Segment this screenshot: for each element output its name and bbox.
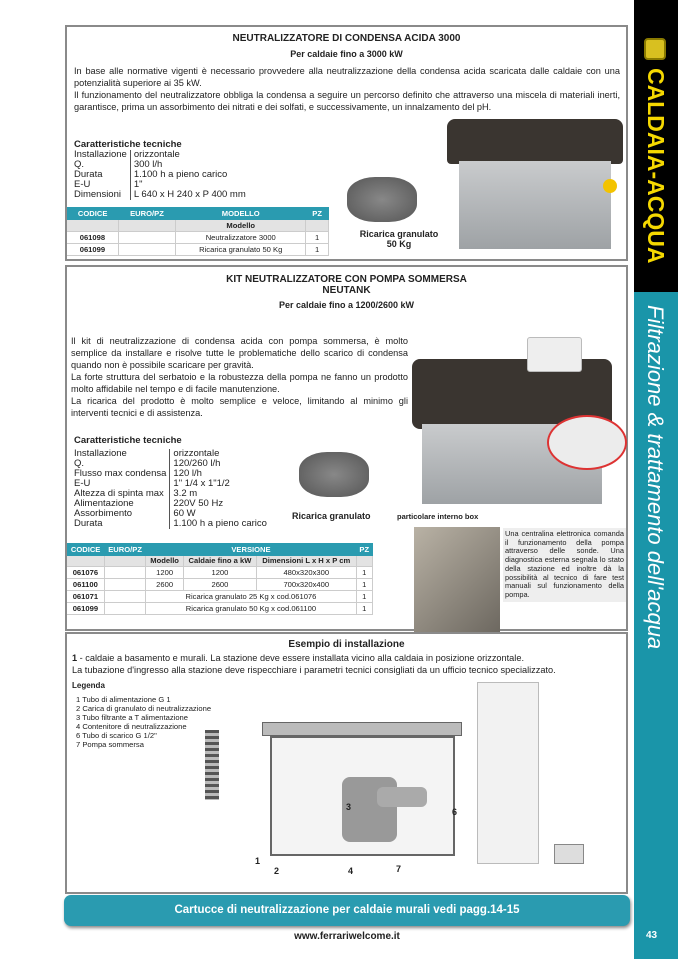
description-2: Il funzionamento del neutralizzatore obbliga la condensa a seguire un percorso definito che attraverso una miscela di materiali inerti, garantisce, prima un assorbimento dei nitrati e dei solfati, e successivamente, un innalzamento del pH. (74, 90, 620, 112)
specs (74, 435, 270, 529)
page-number: 43 (646, 930, 658, 941)
interior-caption: particolare interno box (397, 512, 479, 521)
product-title: NEUTRALIZZATORE DI CONDENSA ACIDA 3000 (232, 33, 461, 44)
product-neutralizzatore-3000 (65, 25, 628, 261)
installation-line-1: 1 - caldaie a basamento e murali. La stazione deve essere installata vicino alla caldaia in posizione orizzontale. (72, 653, 524, 663)
sidebar-header (634, 0, 678, 292)
controller-note: Una centralina elettronica comanda il funzionamento della pompa attraverso delle sonde. Una diagnostica esterna segnala lo stato della stazione ed inoltre dà la possibilità al tecnico di fare test manuali sul funzionamento della pompa. (503, 528, 626, 602)
table-row: 061076 1200 1200 480x320x300 1 (67, 567, 373, 579)
spec-value: 1" (130, 180, 248, 190)
filter-tube (205, 730, 219, 800)
spec-label: Q. (74, 159, 85, 170)
product-neutank (65, 265, 628, 631)
spec-label: Dimensioni (74, 189, 121, 200)
diagram-label-3: 3 (346, 802, 352, 812)
description-2: La forte struttura del serbatoio e la robustezza della pompa ne fanno un prodotto molto affidabile nel tempo e di facile manutenzione. (71, 372, 408, 394)
cross-reference-banner: Cartucce di neutralizzazione per caldaie murali vedi pagg.14-15 (64, 895, 630, 926)
control-box (554, 844, 584, 864)
granulate-image (347, 177, 417, 222)
spec-value: L 640 x H 240 x P 400 mm (130, 190, 248, 200)
spec-value: 300 l/h (130, 160, 248, 170)
boiler-image (477, 682, 539, 864)
col-euro: EURO/PZ (118, 207, 175, 220)
section-subtitle: Filtrazione & trattamento dell'acqua (643, 305, 668, 650)
col-codice: CODICE (67, 207, 118, 220)
spec-label: Durata (74, 169, 103, 180)
specs-table (74, 150, 249, 200)
controller-zoom-image (547, 415, 627, 470)
table-row: 061099 Ricarica granulato 50 Kg x cod.061100 1 (67, 603, 373, 615)
specs-table: Installazione orizzontale Q. 120/260 l/h Flusso max condensa 120 l/h E-U 1" 1/4 x 1"1/2 Altezza di spinta max 3.2 m Alimentazione 220V 50 Hz Assorbimento 60 W Durata 1.100 h a pieno carico (74, 449, 270, 529)
product-title-2: NEUTANK (322, 285, 371, 296)
legend-title: Legenda (72, 681, 105, 690)
specs-title: Caratteristiche tecniche (74, 435, 182, 446)
spec-value: 1.100 h a pieno carico (130, 170, 248, 180)
diagram-label-1: 1 (255, 856, 261, 866)
spec-label: E-U (74, 179, 91, 190)
subheader: Modello (176, 220, 306, 232)
diagram-label-4: 4 (348, 866, 354, 876)
footer-url[interactable]: www.ferrariwelcome.it (294, 931, 400, 942)
col-pz: PZ (306, 207, 329, 220)
diagram-label-7: 7 (396, 864, 402, 874)
product-title: KIT NEUTRALIZZATORE CON POMPA SOMMERSA (226, 274, 467, 285)
description-1: In base alle normative vigenti è necessario provvedere alla neutralizzazione della condensa acida scaricata dalle caldaie con una potenzialità superiore ai 35 kW. (74, 66, 620, 88)
installation-example (65, 632, 628, 894)
table-row: 061100 2600 2600 700x320x400 1 (67, 579, 373, 591)
category-label: CALDAIA-ACQUA (643, 68, 669, 264)
spec-value: orizzontale (130, 150, 248, 160)
table-row: 061071 Ricarica granulato 25 Kg x cod.061076 1 (67, 591, 373, 603)
boiler-icon (644, 38, 666, 60)
granulate-image (299, 452, 369, 497)
refill-caption: Ricarica granulato (292, 511, 371, 521)
installation-diagram (262, 722, 502, 872)
sidebar (634, 0, 678, 959)
col-modello: MODELLO (176, 207, 306, 220)
description-1: Il kit di neutralizzazione di condensa acida con pompa sommersa, è molto semplice da installare e risolve tutte le problematiche dello scarico di condensa quando non è possibile scaricare per gravità. (71, 336, 408, 370)
product-table: CODICE EURO/PZ VERSIONE PZ Modello Caldaie fino a kW Dimensioni L x H x P cm 061076 1200 1200 480x320x300 1 061100 2600 2600 700x320x400 1 061071 Ricarica granulato 25 Kg x cod.061076 1 061099 Ricarica granulato 50 Kg x cod.061100 1 (67, 543, 373, 615)
specs (74, 139, 249, 200)
diagram-label-6: 6 (452, 807, 458, 817)
product-subtitle: Per caldaie fino a 1200/2600 kW (278, 300, 415, 310)
installation-line-2: La tubazione d'ingresso alla stazione deve rispecchiare i parametri tecnici consigliati da un ufficio tecnico specializzato. (72, 665, 556, 675)
product-table (67, 207, 329, 256)
installation-title: Esempio di installazione (288, 639, 405, 650)
diagram-label-2: 2 (274, 866, 280, 876)
table-row: 061099 Ricarica granulato 50 Kg 1 (67, 244, 329, 256)
refill-caption: Ricarica granulato 50 Kg (359, 229, 439, 249)
description-3: La ricarica del prodotto è molto semplice e veloce, limitando al minimo gli interventi tecnici e di assistenza. (71, 396, 408, 418)
specs-title: Caratteristiche tecniche (74, 139, 182, 150)
spec-label: Installazione (74, 149, 127, 160)
table-row: 061098 Neutralizzatore 3000 1 (67, 232, 329, 244)
interior-image (414, 527, 500, 632)
legend: 1 Tubo di alimentazione G 1 2 Carica di granulato di neutralizzazione 3 Tubo filtrante a T alimentazione 4 Contenitore di neutralizzazione 6 Tubo di scarico G 1/2" 7 Pompa sommersa (76, 695, 212, 749)
tank-image (447, 119, 623, 249)
product-subtitle: Per caldaie fino a 3000 kW (290, 49, 403, 59)
